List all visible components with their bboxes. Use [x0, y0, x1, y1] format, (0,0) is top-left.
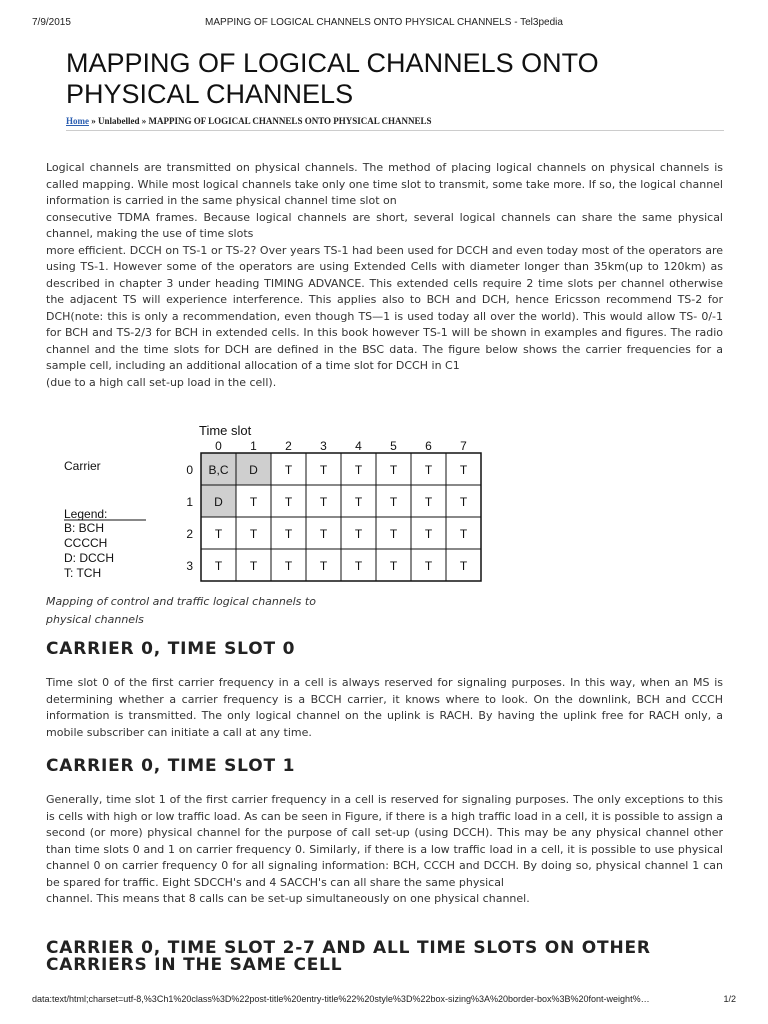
slot-number-label: 2	[285, 439, 292, 453]
carrier-number-label: 0	[186, 463, 193, 477]
time-slot-label: Time slot	[199, 423, 252, 438]
print-page-title: MAPPING OF LOGICAL CHANNELS ONTO PHYSICAL CHANNELS - Tel3pedia	[205, 17, 563, 28]
grid-cell-label: T	[319, 463, 328, 477]
carrier-label: Carrier	[64, 459, 101, 473]
carrier-number-label: 3	[186, 559, 193, 573]
grid-cell-label: T	[319, 559, 328, 573]
section-heading: CARRIER 0, TIME SLOT 2-7 AND ALL TIME SLOTS ON OTHER CARRIERS IN THE SAME CELL	[46, 938, 651, 975]
grid-cell-label: T	[424, 463, 433, 477]
slot-number-label: 3	[320, 439, 327, 453]
section-carrier0-ts1	[46, 758, 723, 908]
slot-number-label: 1	[250, 439, 257, 453]
legend-item: CCCCH	[64, 536, 108, 550]
breadcrumb-separator: »	[89, 116, 98, 126]
carrier-number-label: 2	[186, 527, 193, 541]
grid-cell-label: T	[354, 527, 363, 541]
legend-title: Legend:	[64, 507, 108, 521]
figure-caption: Mapping of control and traffic logical channels to physical channels	[46, 595, 316, 626]
breadcrumb-label[interactable]: Unlabelled	[98, 116, 140, 126]
article-intro	[46, 160, 723, 391]
page-number: 1/2	[723, 994, 736, 1004]
channel-mapping-figure	[46, 420, 506, 590]
grid-cell-label: T	[319, 495, 328, 509]
grid-cell-label: T	[319, 527, 328, 541]
section-body: Time slot 0 of the first carrier frequency in a cell is always reserved for signaling purposes. In this way, when an MS is determining whether a carrier frequency is a BCCH carrier, it knows where to look. On the downlink, BCH and CCCH information is transmitted. The only logical channel on the uplink is RACH. By having the uplink free for RACH only, a mobile subscriber can initiate a call at any time.	[46, 676, 723, 739]
slot-number-label: 4	[355, 439, 362, 453]
grid-cell-label: T	[354, 495, 363, 509]
slot-number-label: 7	[460, 439, 467, 453]
section-heading: CARRIER 0, TIME SLOT 0	[46, 639, 296, 659]
intro-paragraph-3: more efficient. DCCH on TS-1 or TS-2? Over years TS-1 had been used for DCCH and even today most of the operators are using TS-1. However some of the operators are using Extended Cells with diameter longer than 35km(up to 120km) as described in chapter 3 under heading TIMING ADVANCE. This extended cells require 2 time slots per channel otherwise the adjacent TS will experience interference. This applies also to BCH and DCH, hence Ericsson recommend TS-2 for DCH(note: this is only a recommendation, even though TS—1 is used today all over the world). This would allow TS- 0/-1 for BCH and TS-2/3 for BCH in extended cells. In this book however TS-1 will be shown in examples and figures. The radio channel and the time slots for DCH are defined in the BSC data. The figure below shows the carrier frequencies for a sample cell, including an additional allocation of a time slot for DCCH in C1	[46, 243, 723, 372]
intro-paragraph-4: (due to a high call set-up load in the cell).	[46, 375, 277, 389]
grid-cell-label: D	[214, 495, 223, 509]
grid-cell-label: T	[389, 463, 398, 477]
print-date: 7/9/2015	[32, 17, 71, 28]
grid-cell-label: T	[249, 495, 258, 509]
section-carrier0-ts0	[46, 641, 723, 741]
print-header	[32, 17, 736, 31]
grid-cell-label: T	[249, 527, 258, 541]
grid-cell-label: B,C	[208, 463, 229, 477]
section-carrier0-ts2-7	[46, 940, 723, 974]
grid-cell-label: T	[284, 463, 293, 477]
grid-cell-label: T	[459, 495, 468, 509]
slot-number-label: 0	[215, 439, 222, 453]
legend-item: T: TCH	[64, 566, 102, 580]
slot-number-label: 5	[390, 439, 397, 453]
section-heading: CARRIER 0, TIME SLOT 1	[46, 756, 296, 776]
grid-cell-label: T	[284, 559, 293, 573]
carrier-number-label: 1	[186, 495, 193, 509]
grid-cell-label: T	[389, 527, 398, 541]
grid-cell-label: T	[424, 495, 433, 509]
section-body: Generally, time slot 1 of the first carrier frequency in a cell is reserved for signaling purposes. The only exceptions to this is cells with high or low traffic load. As can be seen in Figure, if there is a high traffic load in a cell, it is possible to assign a second (or more) physical channel for the purpose of call set-up (using DCCH). This may be any physical channel other than time slots 0 and 1 on carrier frequency 0. Similarly, if there is a low traffic load in a cell, it is possible to use physical channel 0 on carrier frequency 0 for all signaling information: BCH, CCCH and DCCH. By doing so, physical channel 1 can be spared for traffic. Eight SDCCH's and 4 SACCH's can all share the same physical	[46, 793, 723, 889]
slot-number-label: 6	[425, 439, 432, 453]
channel-mapping-diagram	[46, 420, 506, 590]
grid-cell-label: T	[459, 463, 468, 477]
grid-cell-label: T	[354, 463, 363, 477]
grid-cell-label: T	[214, 527, 223, 541]
grid-cell-label: T	[284, 527, 293, 541]
print-url: data:text/html;charset=utf-8,%3Ch1%20class%3D%22post-title%20entry-title%22%20style%3D%22box-sizing%3A%20border-box%3B%20font-weight%…	[32, 994, 650, 1004]
grid-cell-label: T	[249, 559, 258, 573]
breadcrumb-separator: »	[139, 116, 149, 126]
post-title: MAPPING OF LOGICAL CHANNELS ONTO PHYSICAL CHANNELS	[66, 48, 599, 109]
grid-cell-label: T	[459, 559, 468, 573]
breadcrumb	[66, 116, 724, 131]
grid-cell-label: T	[424, 559, 433, 573]
legend-item: D: DCCH	[64, 551, 114, 565]
legend-item: B: BCH	[64, 521, 105, 535]
intro-paragraph-1: Logical channels are transmitted on physical channels. The method of placing logical channels on physical channels is called mapping. While most logical channels take only one time slot to transmit, some take more. If so, the logical channel information is carried in the same physical channel time slot on	[46, 161, 723, 207]
section-body-continued: channel. This means that 8 calls can be set-up simultaneously on one physical channel.	[46, 892, 530, 905]
grid-cell-label: D	[249, 463, 258, 477]
grid-cell-label: T	[459, 527, 468, 541]
breadcrumb-current: MAPPING OF LOGICAL CHANNELS ONTO PHYSICAL CHANNELS	[148, 116, 432, 126]
grid-cell-label: T	[389, 559, 398, 573]
intro-paragraph-2: consecutive TDMA frames. Because logical channels are short, several logical channels can share the same physical channel, making the use of time slots	[46, 210, 723, 240]
grid-cell-label: T	[389, 495, 398, 509]
breadcrumb-home-link[interactable]: Home	[66, 116, 89, 126]
grid-cell-label: T	[214, 559, 223, 573]
grid-cell-label: T	[354, 559, 363, 573]
grid-cell-label: T	[284, 495, 293, 509]
grid-cell-label: T	[424, 527, 433, 541]
